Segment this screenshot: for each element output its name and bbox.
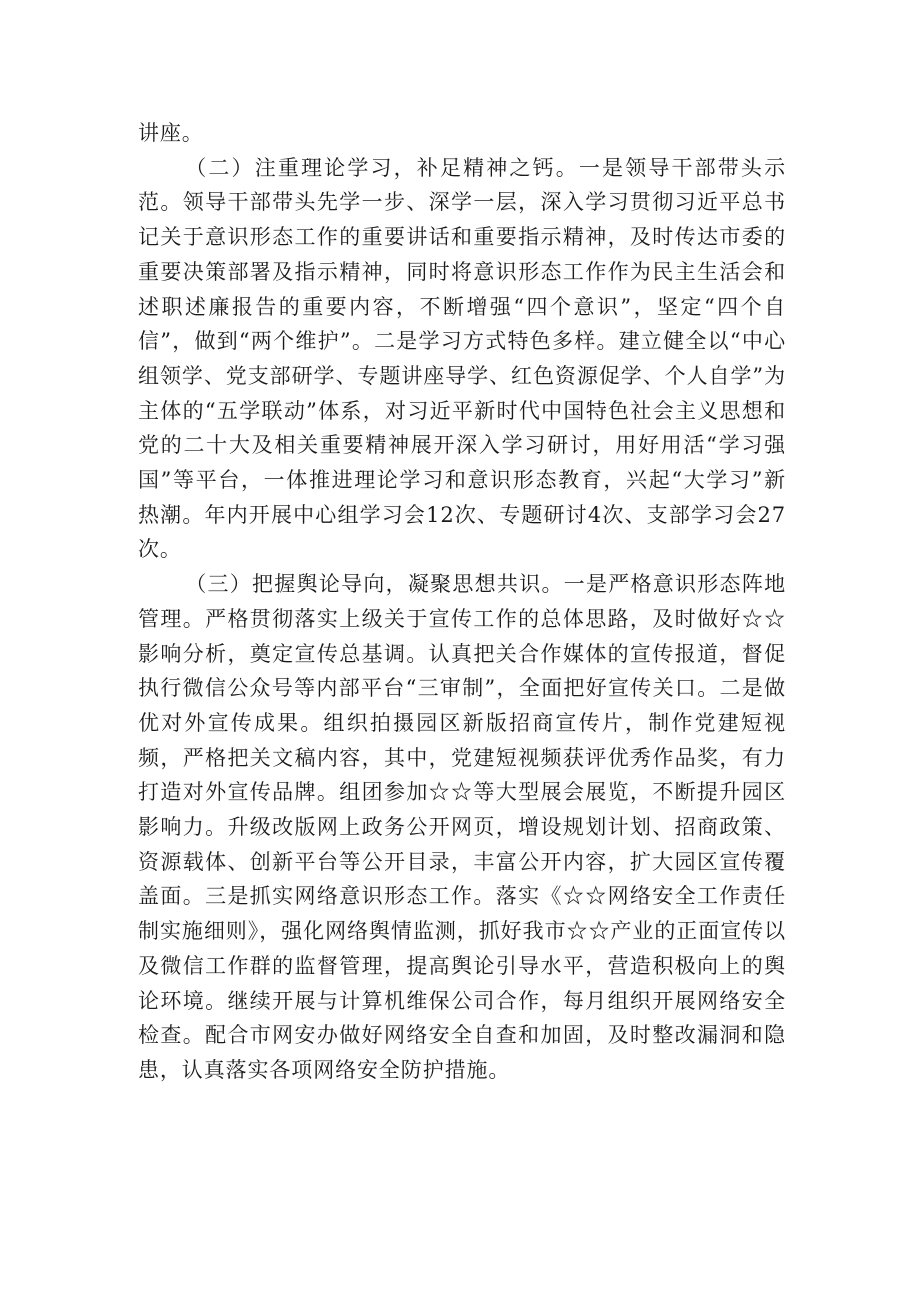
document-body bbox=[138, 116, 786, 1088]
paragraph-section-2: （二）注重理论学习，补足精神之钙。一是领导干部带头示范。领导干部带头先学一步、深学一层，深入学习贯彻习近平总书记关于意识形态工作的重要讲话和重要指示精神，及时传达市委的重要决策部署及指示精神，同时将意识形态工作作为民主生活会和述职述廉报告的重要内容，不断增强“四个意识”，坚定“四个自信”，做到“两个维护”。二是学习方式特色多样。建立健全以“中心组领学、党支部研学、专题讲座导学、红色资源促学、个人自学”为主体的“五学联动”体系，对习近平新时代中国特色社会主义思想和党的二十大及相关重要精神展开深入学习研讨，用好用活“学习强国”等平台，一体推进理论学习和意识形态教育，兴起“大学习”新热潮。年内开展中心组学习会12次、专题研讨4次、支部学习会27次。 bbox=[138, 155, 786, 562]
paragraph-continuation: 讲座。 bbox=[138, 121, 204, 145]
paragraph-section-3: （三）把握舆论导向，凝聚思想共识。一是严格意识形态阵地管理。严格贯彻落实上级关于宣传工作的总体思路，及时做好☆☆影响分析，奠定宣传总基调。认真把关合作媒体的宣传报道，督促执行微信公众号等内部平台“三审制”，全面把好宣传关口。二是做优对外宣传成果。组织拍摄园区新版招商宣传片，制作党建短视频，严格把关文稿内容，其中，党建短视频获评优秀作品奖，有力打造对外宣传品牌。组团参加☆☆等大型展会展览，不断提升园区影响力。升级改版网上政务公开网页，增设规划计划、招商政策、资源载体、创新平台等公开目录，丰富公开内容，扩大园区宣传覆盖面。三是抓实网络意识形态工作。落实《☆☆网络安全工作责任制实施细则》，强化网络舆情监测，抓好我市☆☆产业的正面宣传以及微信工作群的监督管理，提高舆论引导水平，营造积极向上的舆论环境。继续开展与计算机维保公司合作，每月组织开展网络安全检查。配合市网安办做好网络安全自查和加固，及时整改漏洞和隐患，认真落实各项网络安全防护措施。 bbox=[138, 572, 786, 1082]
